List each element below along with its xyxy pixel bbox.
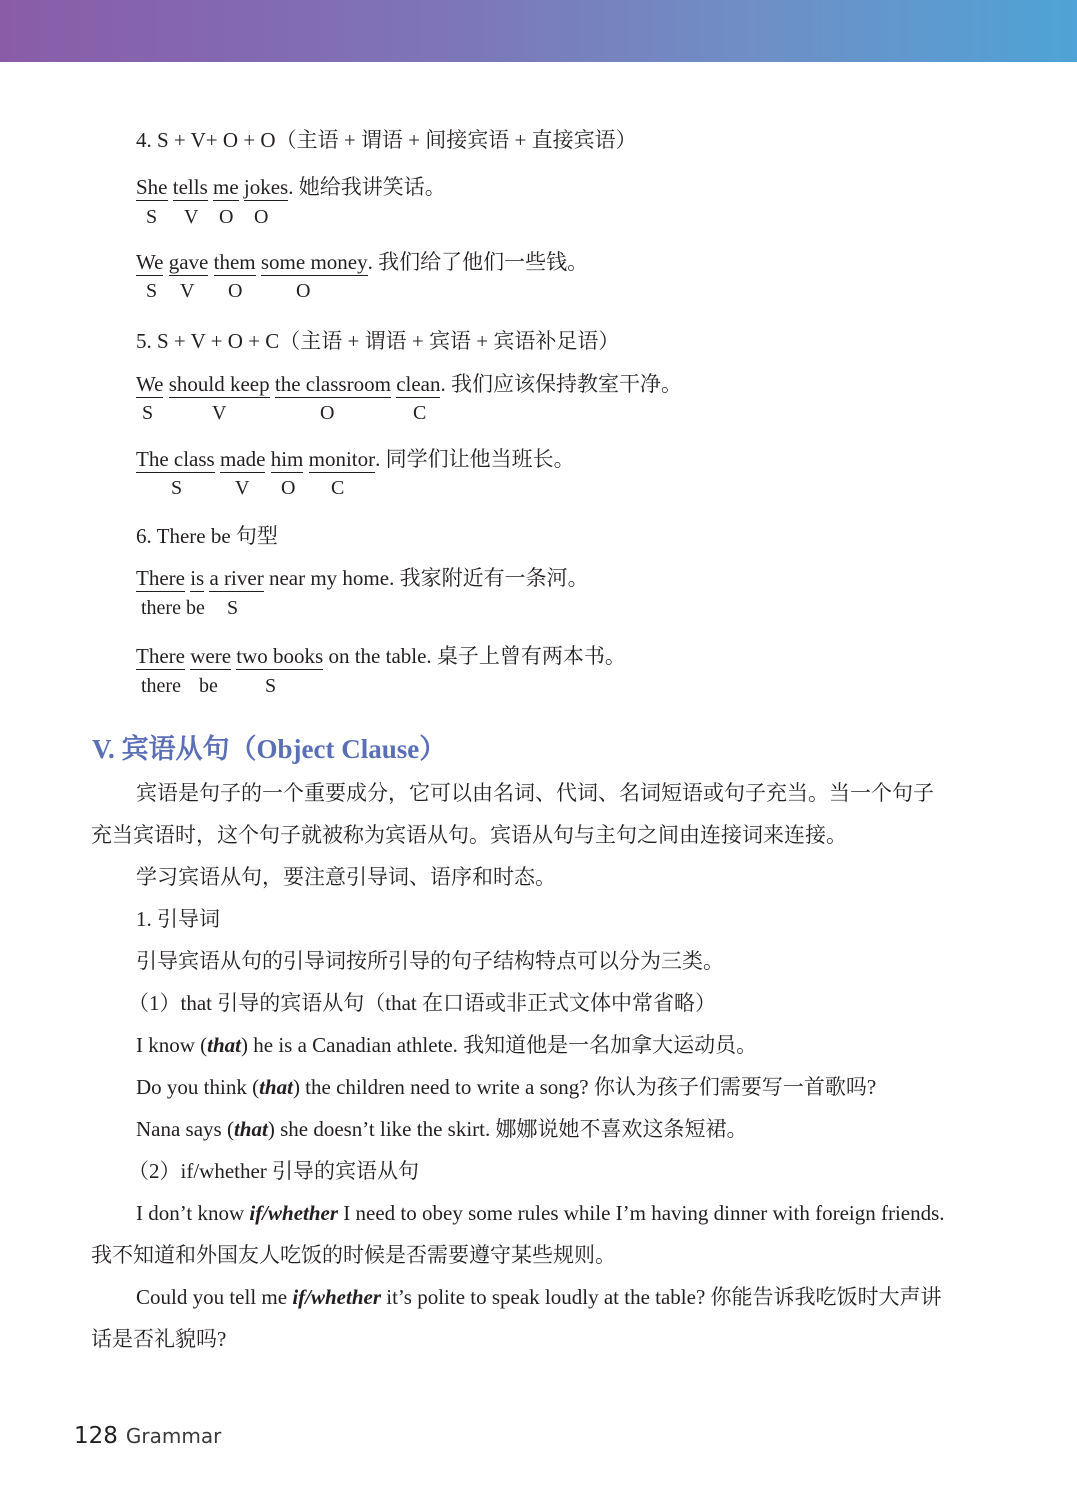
clause-type-heading: （1）that 引导的宾语从句（that 在口语或非正式文体中常省略）	[128, 991, 716, 1015]
paragraph-line: 充当宾语时，这个句子就被称为宾语从句。宾语从句与主句之间由连接词来连接。	[91, 823, 847, 847]
page-footer	[74, 1421, 221, 1453]
paragraph-line: 宾语是句子的一个重要成分，它可以由名词、代词、名词短语或句子充当。当一个句子	[136, 781, 934, 805]
example-translation: 我不知道和外国友人吃饭的时候是否需要遵守某些规则。	[91, 1243, 616, 1267]
label-o: O	[228, 280, 243, 302]
keyword: that	[233, 1117, 268, 1141]
word-verb: should keep	[168, 372, 270, 396]
word-subject: She	[136, 175, 168, 199]
word-complement: clean	[396, 372, 441, 396]
example-sentence: Nana says (that) she doesn’t like the skirt. 娜娜说她不喜欢这条短裙。	[136, 1117, 748, 1141]
example-sentence: Could you tell me if/whether it’s polite to speak loudly at the table? 你能告诉我吃饭时大声讲	[136, 1285, 942, 1309]
sentence-rest: . 我们应该保持教室干净。	[440, 372, 682, 396]
word-verb: made	[219, 447, 266, 471]
label-c: C	[331, 477, 345, 499]
sentence-rest: . 我们给了他们一些钱。	[367, 250, 589, 274]
label-s: S	[227, 597, 239, 619]
label-s: S	[142, 402, 154, 424]
pattern5-example1	[136, 370, 682, 398]
example-sentence: I don’t know if/whether I need to obey some rules while I’m having dinner with foreign friends.	[136, 1201, 945, 1225]
label-o: O	[320, 402, 335, 424]
label-v: V	[180, 280, 195, 302]
word-be: were	[190, 644, 232, 668]
word-be: is	[190, 566, 205, 590]
example-sentence: Do you think (that) the children need to write a song? 你认为孩子们需要写一首歌吗?	[136, 1075, 877, 1099]
word-subject: The class	[136, 447, 215, 471]
label-o: O	[254, 206, 269, 228]
word-object: jokes	[243, 175, 289, 199]
word-subject: We	[136, 250, 164, 274]
label-v: V	[235, 477, 250, 499]
header-banner	[0, 0, 1077, 62]
label-s: S	[171, 477, 183, 499]
keyword: if/whether	[249, 1201, 339, 1225]
clause-type-heading: （2）if/whether 引导的宾语从句	[128, 1159, 420, 1183]
pattern6-example2	[136, 642, 626, 670]
word-subject: two books	[236, 644, 324, 668]
word-subject: We	[136, 372, 164, 396]
paragraph-line: 学习宾语从句，要注意引导词、语序和时态。	[136, 865, 556, 889]
word-object: the classroom	[274, 372, 391, 396]
word-there: There	[136, 566, 185, 590]
label-s: S	[146, 280, 158, 302]
sentence-rest: on the table. 桌子上曾有两本书。	[323, 644, 626, 668]
word-complement: monitor	[308, 447, 376, 471]
label-c: C	[413, 402, 427, 424]
label-o: O	[296, 280, 311, 302]
word-there: There	[136, 644, 185, 668]
label-be: be	[199, 675, 218, 697]
label-o: O	[219, 206, 234, 228]
label-v: V	[212, 402, 227, 424]
word-object: them	[213, 250, 256, 274]
keyword: that	[259, 1075, 293, 1099]
label-s: S	[146, 206, 158, 228]
example-translation: 话是否礼貌吗?	[91, 1327, 227, 1351]
word-object: me	[213, 175, 239, 199]
label-s: S	[265, 675, 277, 697]
pattern5-heading: 5. S + V + O + C（主语 + 谓语 + 宾语 + 宾语补足语）	[136, 329, 620, 353]
label-v: V	[184, 206, 199, 228]
word-object: him	[270, 447, 304, 471]
footer-label: Grammar	[125, 1424, 222, 1448]
word-subject: a river	[209, 566, 264, 590]
pattern4-heading: 4. S + V+ O + O（主语 + 谓语 + 间接宾语 + 直接宾语）	[136, 128, 637, 152]
section-title: V. 宾语从句（Object Clause）	[92, 734, 447, 764]
sentence-rest: near my home. 我家附近有一条河。	[263, 566, 589, 590]
pattern5-example2	[136, 445, 575, 473]
sentence-rest: . 同学们让他当班长。	[375, 447, 575, 471]
word-verb: gave	[168, 250, 209, 274]
example-sentence: I know (that) he is a Canadian athlete. 我知道他是一名加拿大运动员。	[136, 1033, 758, 1057]
pattern4-example1	[136, 173, 446, 201]
sentence-rest: . 她给我讲笑话。	[288, 175, 446, 199]
keyword: that	[207, 1033, 242, 1057]
pattern4-example2	[136, 248, 588, 276]
word-verb: tells	[172, 175, 208, 199]
pattern6-example1	[136, 564, 589, 592]
paragraph-line: 引导宾语从句的引导词按所引导的句子结构特点可以分为三类。	[136, 949, 724, 973]
label-there-be: there be	[141, 597, 205, 619]
subheading: 1. 引导词	[136, 907, 220, 931]
page-number: 128	[74, 1423, 118, 1449]
keyword: if/whether	[292, 1285, 382, 1309]
pattern6-heading: 6. There be 句型	[136, 524, 278, 548]
label-there: there	[141, 675, 181, 697]
label-o: O	[281, 477, 296, 499]
word-object: some money	[260, 250, 368, 274]
